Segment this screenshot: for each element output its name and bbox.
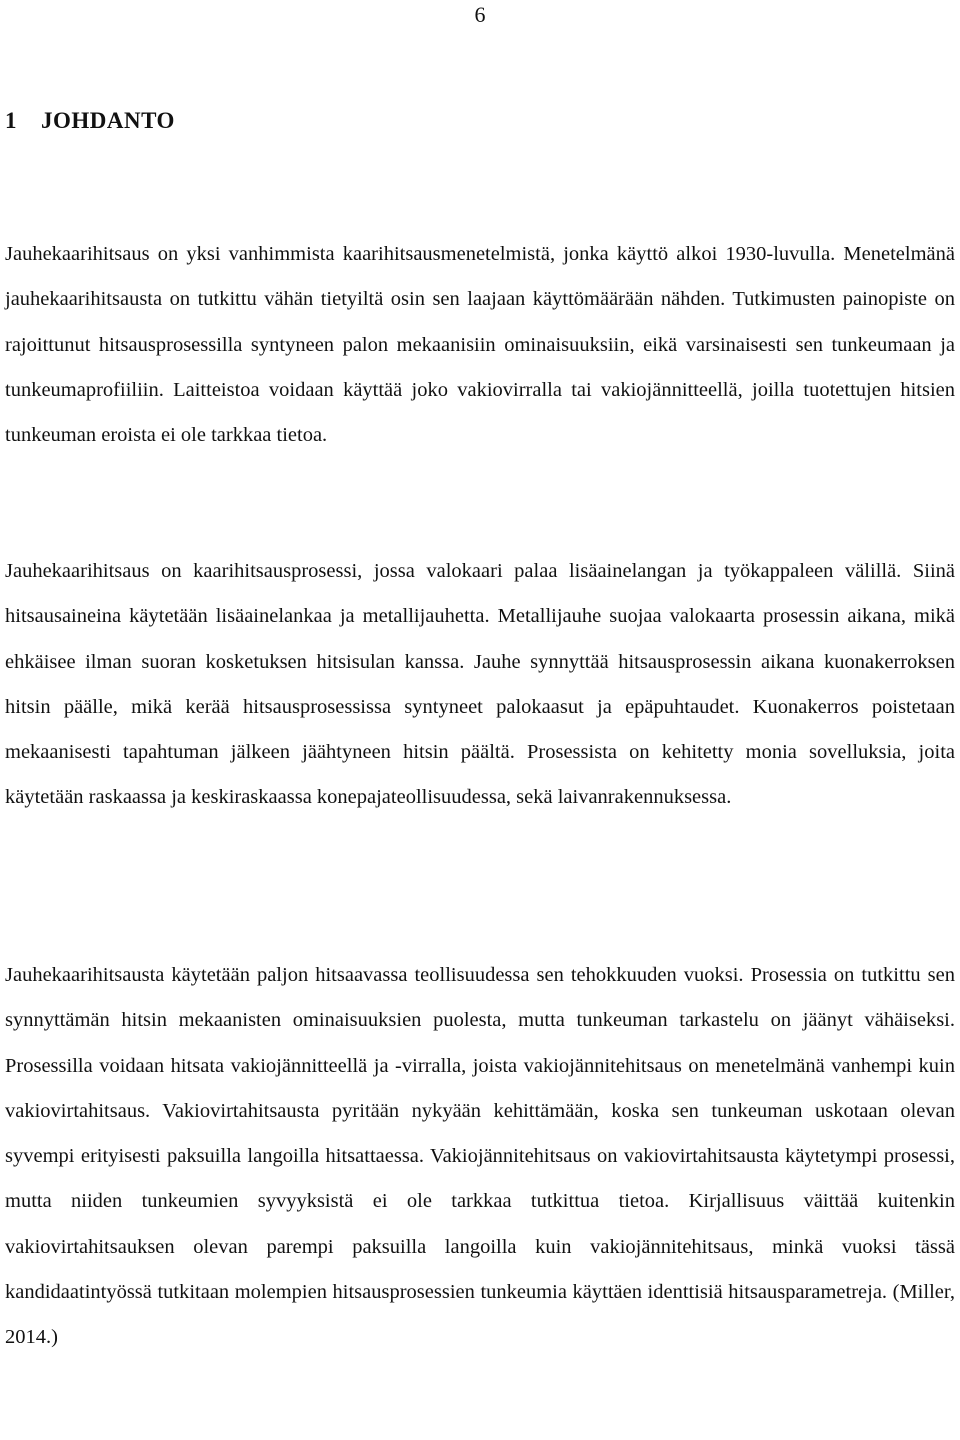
paragraph-research-scope: Jauhekaarihitsausta käytetään paljon hitsaavassa teollisuudessa sen tehokkuuden vuoksi. Prosessia on tutkittu sen synnyttämän hitsin mekaanisten ominaisuuksien puolesta, mutta tunkeuman tarkastelu on jäänyt vähäiseksi. Prosessilla voidaan hitsata vakiojännitteellä ja -virralla, joista vakiojännitehitsaus on menetelmänä vanhempi kuin vakiovirtahitsaus. Vakiovirtahitsausta pyritään nykyään kehittämään, koska sen tunkeuman uskotaan olevan syvempi erityisesti paksuilla langoilla hitsattaessa. Vakiojännitehitsaus on vakiovirtahitsausta käytetympi prosessi, mutta niiden tunkeumien syvyyksistä ei ole tarkkaa tutkittua tietoa. Kirjallisuus väittää kuitenkin vakiovirtahitsauksen olevan parempi paksuilla langoilla kuin vakiojännitehitsaus, minkä vuoksi tässä kandidaatintyössä tutkitaan molempien hitsausprosessien tunkeumia käyttäen identtisiä hitsausparametreja. (Miller, 2014.)	[5, 964, 955, 1349]
page-number: 6	[474, 2, 486, 27]
section-number: 1	[5, 108, 17, 133]
paragraph-intro: Jauhekaarihitsaus on yksi vanhimmista kaarihitsausmenetelmistä, jonka käyttö alkoi 1930-luvulla. Menetelmänä jauhekaarihitsausta on tutkittu vähän tietyiltä osin sen laajaan käyttömäärään nähden. Tutkimusten painopiste on rajoittunut hitsausprosessilla syntyneen palon mekaanisiin ominaisuuksiin, eikä varsinaisesti sen tunkeumaan ja tunkeumaprofiiliin. Laitteistoa voidaan käyttää joko vakiovirralla tai vakiojännitteellä, joilla tuotettujen hitsien tunkeuman eroista ei ole tarkkaa tietoa.	[5, 243, 955, 447]
paragraph-process-description: Jauhekaarihitsaus on kaarihitsausprosessi, jossa valokaari palaa lisäainelangan ja työkappaleen välillä. Siinä hitsausaineina käytetään lisäainelankaa ja metallijauhetta. Metallijauhe suojaa valokaarta prosessin aikana, mikä ehkäisee ilman suoran kosketuksen hitsisulan kanssa. Jauhe synnyttää hitsausprosessin aikana kuonakerroksen hitsin päälle, mikä kerää hitsausprosessissa syntyneet palokaasut ja epäpuhtaudet. Kuonakerros poistetaan mekaanisesti tapahtuman jälkeen jäähtyneen hitsin päältä. Prosessista on kehitetty monia sovelluksia, joita käytetään raskaassa ja keskiraskaassa konepajateollisuudessa, sekä laivanrakennuksessa.	[5, 560, 955, 809]
section-title: JOHDANTO	[41, 108, 175, 133]
section-heading	[5, 105, 175, 137]
